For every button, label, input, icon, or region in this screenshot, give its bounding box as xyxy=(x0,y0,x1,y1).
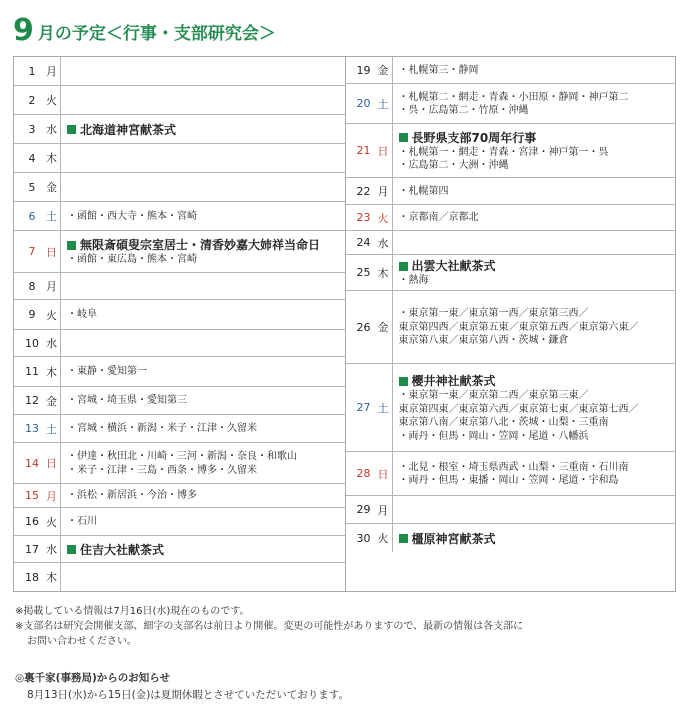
notice-heading: ◎裏千家(事務局)からのお知らせ xyxy=(15,672,170,684)
green-square-icon xyxy=(399,377,408,386)
date-cell xyxy=(346,178,393,204)
event-headline xyxy=(399,258,674,274)
date-cell xyxy=(346,231,393,254)
day-row-12 xyxy=(14,387,345,415)
day-number: 25 xyxy=(356,266,371,279)
headline-text: 無限斎碩叟宗室居士・清香妙嘉大姉祥当命日 xyxy=(80,238,321,253)
weekday: 日 xyxy=(46,457,57,470)
weekday: 火 xyxy=(377,211,389,225)
event-cell xyxy=(61,115,345,143)
date-cell xyxy=(14,484,61,507)
weekday: 火 xyxy=(46,308,57,322)
date-cell xyxy=(346,57,393,83)
notes xyxy=(15,604,685,649)
day-row-16 xyxy=(14,508,345,536)
day-row-19 xyxy=(346,57,676,84)
date-cell xyxy=(14,86,61,114)
date-cell xyxy=(14,144,61,172)
date-cell xyxy=(346,291,393,363)
day-number: 8 xyxy=(28,279,36,293)
day-row-6 xyxy=(14,202,345,231)
day-row-30 xyxy=(346,524,676,552)
branch-list-line: ・岐阜 xyxy=(67,309,97,321)
branch-list-line: 東京第八東／東京第八西・茨城・鎌倉 xyxy=(398,335,569,347)
weekday: 月 xyxy=(46,280,57,293)
event-cell xyxy=(61,173,345,201)
event-cell xyxy=(393,255,676,290)
day-number: 27 xyxy=(356,401,371,414)
day-row-28 xyxy=(346,452,676,496)
day-row-8 xyxy=(14,273,345,300)
date-cell xyxy=(14,273,61,299)
weekday: 月 xyxy=(377,185,389,198)
branch-list-line: 東京第四東／東京第六西／東京第七東／東京第七西／ xyxy=(398,403,639,415)
weekday: 土 xyxy=(46,210,57,223)
weekday: 木 xyxy=(46,365,57,379)
weekday: 月 xyxy=(377,503,389,517)
branch-list-line: ・広島第二・大洲・沖縄 xyxy=(398,160,509,171)
branch-list-line: ・両丹・但馬・岡山・笠岡・尾道・八幡浜 xyxy=(398,430,589,442)
note-line: ※掲載している情報は7月16日(水)現在のものです。 xyxy=(15,606,250,617)
weekday: 金 xyxy=(377,64,389,77)
date-cell xyxy=(346,364,393,451)
weekday: 日 xyxy=(377,144,389,158)
day-row-15 xyxy=(14,484,345,508)
date-cell xyxy=(14,563,61,591)
branch-list-line: ・京都南／京都北 xyxy=(398,212,479,224)
event-cell xyxy=(393,496,676,523)
calendar-table xyxy=(13,56,676,592)
calendar-left-column xyxy=(14,57,345,591)
day-number: 14 xyxy=(25,456,39,470)
day-number: 5 xyxy=(28,180,36,194)
day-row-5 xyxy=(14,173,345,202)
notice-body: 8月13日(水)から15日(金)は夏期休暇とさせていただいております。 xyxy=(27,689,349,701)
date-cell xyxy=(346,84,393,123)
day-row-25 xyxy=(346,255,676,291)
day-number: 15 xyxy=(25,489,39,502)
weekday: 金 xyxy=(46,394,57,408)
day-number: 12 xyxy=(25,394,39,407)
day-row-17 xyxy=(14,536,345,563)
day-number: 11 xyxy=(25,365,39,378)
event-cell xyxy=(61,300,345,329)
event-cell xyxy=(393,124,676,177)
weekday: 木 xyxy=(46,571,57,584)
event-cell xyxy=(61,484,345,507)
event-cell xyxy=(61,357,345,386)
event-cell xyxy=(61,144,345,172)
event-cell xyxy=(61,202,345,230)
day-number: 21 xyxy=(356,144,371,157)
weekday: 土 xyxy=(377,97,389,111)
weekday: 水 xyxy=(46,337,57,350)
day-row-10 xyxy=(14,330,345,357)
branch-list-line: ・札幌第四 xyxy=(398,185,449,197)
date-cell xyxy=(14,173,61,201)
day-number: 30 xyxy=(356,531,371,545)
calendar-right-column xyxy=(345,57,676,591)
day-number: 22 xyxy=(356,184,371,198)
note-line: お問い合わせください。 xyxy=(27,636,137,647)
day-number: 13 xyxy=(25,422,39,435)
branch-list-line: ・宮城・埼玉県・愛知第三 xyxy=(67,395,187,407)
event-cell xyxy=(393,178,676,204)
green-square-icon xyxy=(67,241,76,250)
event-headline xyxy=(399,130,674,146)
day-number: 24 xyxy=(356,236,371,249)
branch-list-line: 東京第四西／東京第五東／東京第五西／東京第六東／ xyxy=(398,321,639,333)
day-row-11 xyxy=(14,357,345,387)
day-number: 4 xyxy=(28,151,36,165)
green-square-icon xyxy=(399,534,408,543)
branch-list-line: ・米子・江津・三島・西条・博多・久留米 xyxy=(67,464,257,476)
day-number: 2 xyxy=(28,93,36,107)
weekday: 水 xyxy=(46,123,57,136)
weekday: 水 xyxy=(46,543,57,556)
day-number: 1 xyxy=(28,64,36,78)
event-cell xyxy=(61,536,345,562)
weekday: 木 xyxy=(46,152,57,165)
day-number: 19 xyxy=(356,63,371,77)
date-cell xyxy=(14,115,61,143)
branch-list-line: ・北見・根室・埼玉県西武・山梨・三重南・石川南 xyxy=(398,461,629,473)
date-cell xyxy=(14,330,61,356)
date-cell xyxy=(14,508,61,535)
weekday: 火 xyxy=(46,515,57,529)
event-cell xyxy=(61,273,345,299)
event-headline xyxy=(67,237,343,253)
day-number: 29 xyxy=(356,503,371,516)
day-row-13 xyxy=(14,415,345,443)
event-cell xyxy=(61,443,345,483)
day-row-24 xyxy=(346,231,676,255)
date-cell xyxy=(346,452,393,495)
event-headline xyxy=(67,122,343,138)
event-cell xyxy=(61,508,345,535)
day-number: 26 xyxy=(356,320,371,334)
weekday: 水 xyxy=(377,236,389,250)
event-cell xyxy=(393,291,676,363)
branch-list-line: ・東静・愛知第一 xyxy=(67,366,147,378)
day-row-14 xyxy=(14,443,345,484)
headline-text: 長野県支部70周年行事 xyxy=(411,130,537,145)
day-row-3 xyxy=(14,115,345,144)
day-row-22 xyxy=(346,178,676,205)
weekday: 火 xyxy=(377,532,389,545)
date-cell xyxy=(14,387,61,414)
day-number: 17 xyxy=(25,542,39,556)
day-number: 3 xyxy=(28,122,36,136)
day-row-23 xyxy=(346,205,676,231)
green-square-icon xyxy=(399,262,408,271)
date-cell xyxy=(14,202,61,230)
branch-list-line: ・呉・広島第二・竹原・沖縄 xyxy=(398,105,529,116)
day-row-2 xyxy=(14,86,345,115)
date-cell xyxy=(346,124,393,177)
headline-text: 橿原神宮献茶式 xyxy=(411,531,496,546)
notice xyxy=(15,670,685,704)
event-headline xyxy=(399,373,674,389)
day-number: 20 xyxy=(356,97,371,110)
note-line: ※支部名は研究会開催支部、細字の支部名は前日より開催。変更の可能性がありますので、最新の情報は各支部に xyxy=(15,621,524,632)
branch-list-line: ・宮城・横浜・新潟・米子・江津・久留米 xyxy=(67,423,257,435)
branch-list-line: 東京第八南／東京第八北・茨城・山梨・三重南 xyxy=(398,417,609,428)
branch-list-line: ・両丹・但馬・東播・岡山・笠岡・尾道・宇和島 xyxy=(398,475,619,486)
weekday: 月 xyxy=(46,489,57,503)
weekday: 木 xyxy=(377,266,389,280)
weekday: 月 xyxy=(46,65,57,78)
day-number: 23 xyxy=(356,211,371,224)
weekday: 日 xyxy=(46,245,57,259)
event-cell xyxy=(393,205,676,230)
day-row-1 xyxy=(14,57,345,86)
branch-list-line: ・札幌第三・静岡 xyxy=(398,64,479,76)
day-row-18 xyxy=(14,563,345,591)
branch-list-line: ・函館・西大寺・熊本・宮崎 xyxy=(67,210,197,222)
headline-text: 北海道神宮献茶式 xyxy=(80,122,177,137)
day-row-9 xyxy=(14,300,345,330)
event-cell xyxy=(61,86,345,114)
day-number: 9 xyxy=(28,308,36,321)
month-number: 9 xyxy=(13,13,34,48)
date-cell xyxy=(346,524,393,552)
date-cell xyxy=(14,300,61,329)
date-cell xyxy=(14,415,61,442)
day-number: 6 xyxy=(28,209,36,223)
event-cell xyxy=(61,415,345,442)
branch-list-line: ・札幌第一・網走・青森・宮津・神戸第一・呉 xyxy=(398,146,609,158)
day-number: 10 xyxy=(25,336,39,350)
day-number: 18 xyxy=(25,570,39,584)
green-square-icon xyxy=(67,545,76,554)
event-cell xyxy=(61,330,345,356)
day-row-26 xyxy=(346,291,676,364)
date-cell xyxy=(14,57,61,85)
event-cell xyxy=(61,563,345,591)
event-cell xyxy=(393,84,676,123)
green-square-icon xyxy=(67,125,76,134)
event-headline xyxy=(67,542,343,558)
branch-list-line: ・浜松・新居浜・今治・博多 xyxy=(67,490,197,502)
weekday: 金 xyxy=(46,181,57,194)
date-cell xyxy=(346,255,393,290)
day-row-7 xyxy=(14,231,345,273)
day-row-20 xyxy=(346,84,676,124)
event-cell xyxy=(61,231,345,272)
event-cell xyxy=(393,57,676,83)
green-square-icon xyxy=(399,133,408,142)
event-cell xyxy=(61,387,345,414)
day-number: 28 xyxy=(356,467,371,480)
event-cell xyxy=(393,364,676,451)
branch-list-line: ・伊達・秋田北・川崎・三河・新潟・奈良・和歌山 xyxy=(67,451,297,462)
date-cell xyxy=(346,496,393,523)
headline-text: 住吉大社献茶式 xyxy=(80,542,165,557)
event-cell xyxy=(393,524,676,552)
event-cell xyxy=(393,452,676,495)
date-cell xyxy=(14,443,61,483)
weekday: 土 xyxy=(377,401,389,415)
date-cell xyxy=(14,231,61,272)
date-cell xyxy=(14,536,61,562)
page-title xyxy=(13,12,276,46)
branch-list-line: ・東京第一東／東京第一西／東京第三西／ xyxy=(398,308,589,320)
branch-list-line: ・石川 xyxy=(67,516,97,528)
branch-list-line: ・熱海 xyxy=(398,275,429,287)
day-row-4 xyxy=(14,144,345,173)
branch-list-line: ・函館・東広島・熊本・宮崎 xyxy=(67,254,197,266)
weekday: 土 xyxy=(46,422,57,436)
event-cell xyxy=(393,231,676,254)
weekday: 金 xyxy=(377,321,389,334)
date-cell xyxy=(346,205,393,230)
branch-list-line: ・東京第一東／東京第二西／東京第三東／ xyxy=(398,390,589,401)
day-number: 16 xyxy=(25,515,39,528)
date-cell xyxy=(14,357,61,386)
title-text: 月の予定＜行事・支部研究会＞ xyxy=(37,24,276,44)
weekday: 日 xyxy=(377,467,389,481)
day-row-29 xyxy=(346,496,676,524)
day-row-27 xyxy=(346,364,676,452)
event-headline xyxy=(399,531,674,547)
event-cell xyxy=(61,57,345,85)
weekday: 火 xyxy=(46,94,57,107)
day-number: 7 xyxy=(28,245,36,258)
headline-text: 出雲大社献茶式 xyxy=(411,259,496,274)
day-row-21 xyxy=(346,124,676,178)
headline-text: 櫻井神社献茶式 xyxy=(411,374,496,388)
branch-list-line: ・札幌第二・網走・青森・小田原・静岡・神戸第二 xyxy=(398,91,629,103)
